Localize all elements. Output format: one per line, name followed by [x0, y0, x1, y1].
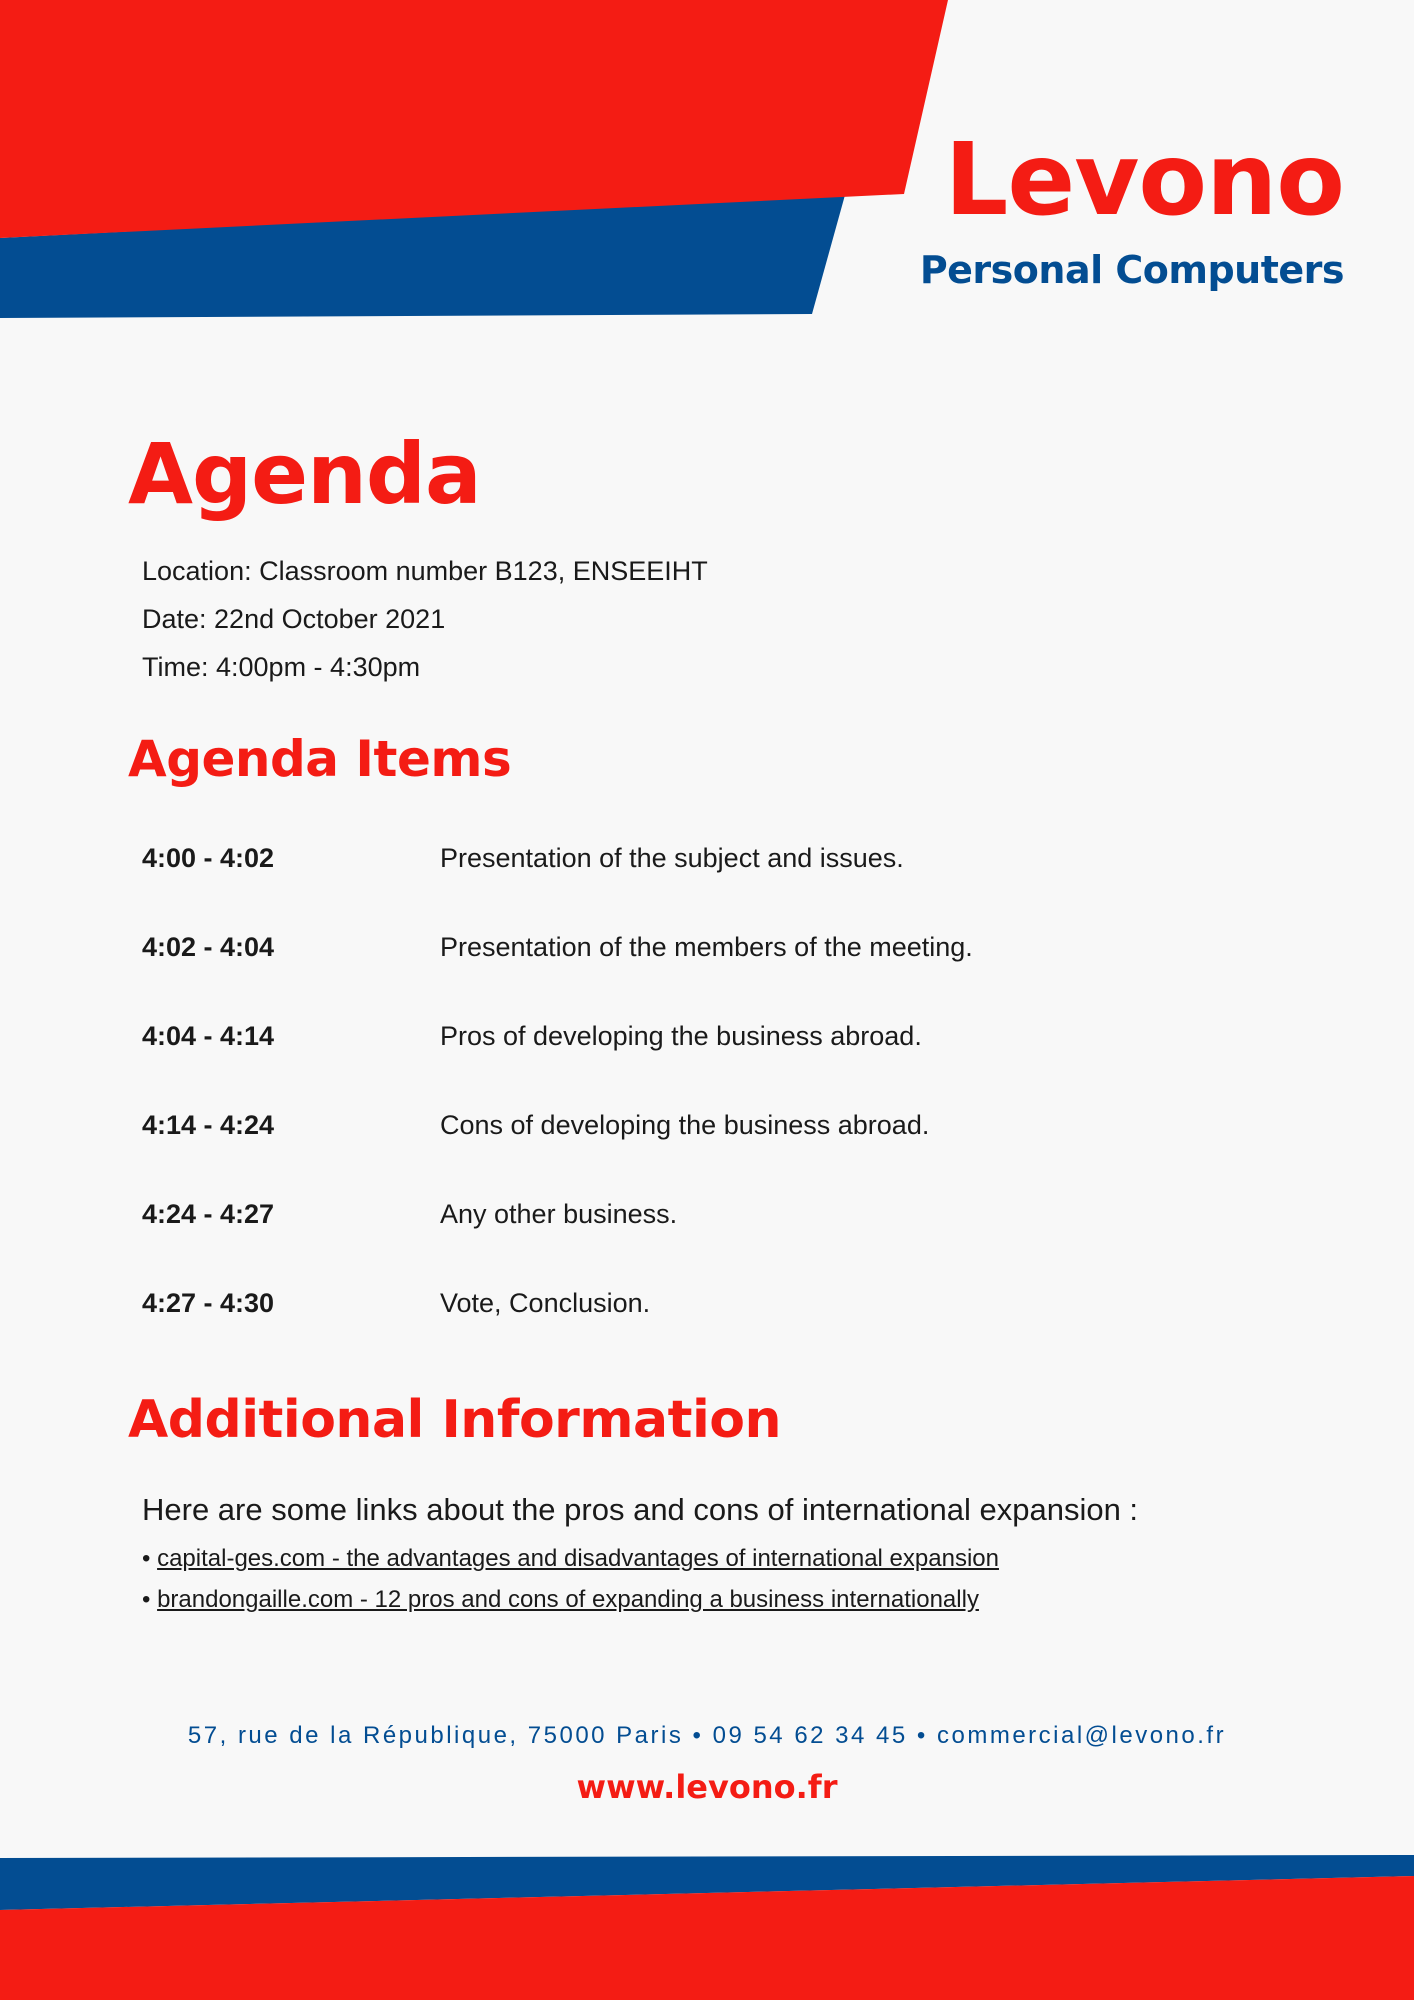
bullet: •: [142, 1545, 158, 1572]
agenda-item-time: 4:00 - 4:02: [142, 843, 275, 873]
reference-links: [142, 1542, 999, 1624]
agenda-item: [142, 838, 1242, 927]
agenda-item-description: Any other business.: [440, 1199, 678, 1229]
footer-website: www.levono.fr: [576, 1768, 838, 1806]
meeting-time: Time: 4:00pm - 4:30pm: [142, 652, 421, 682]
agenda-item-time: 4:27 - 4:30: [142, 1288, 275, 1318]
agenda-item-time: 4:14 - 4:24: [142, 1110, 275, 1140]
agenda-items-heading: Agenda Items: [128, 730, 512, 788]
additional-info-heading: Additional Information: [128, 1390, 782, 1450]
bullet: •: [142, 1586, 158, 1613]
brand-block: [919, 121, 1344, 292]
agenda-item-description: Pros of developing the business abroad.: [440, 1021, 922, 1051]
meeting-location: Location: Classroom number B123, ENSEEIHT: [142, 556, 708, 586]
agenda-items-list: [142, 838, 1242, 1372]
link-brandongaille[interactable]: brandongaille.com - 12 pros and cons of expanding a business internationally: [157, 1586, 979, 1613]
agenda-item: [142, 1105, 1242, 1194]
agenda-item: [142, 1016, 1242, 1105]
agenda-item-description: Cons of developing the business abroad.: [440, 1110, 930, 1140]
agenda-item-description: Vote, Conclusion.: [440, 1288, 651, 1318]
link-capital-ges[interactable]: capital-ges.com - the advantages and disadvantages of international expansion: [157, 1545, 999, 1572]
agenda-item-description: Presentation of the members of the meeting.: [440, 932, 973, 962]
list-item: [142, 1542, 999, 1583]
additional-info-intro: Here are some links about the pros and cons of international expansion :: [142, 1492, 1139, 1527]
agenda-item: [142, 1194, 1242, 1283]
agenda-item-time: 4:24 - 4:27: [142, 1199, 275, 1229]
agenda-item: [142, 1283, 1242, 1372]
agenda-item-description: Presentation of the subject and issues.: [440, 843, 904, 873]
meeting-date: Date: 22nd October 2021: [142, 604, 446, 634]
agenda-item-time: 4:02 - 4:04: [142, 932, 275, 962]
brand-subtitle: Personal Computers: [919, 248, 1344, 292]
agenda-item: [142, 927, 1242, 1016]
brand-logo-name: Levono: [944, 121, 1344, 238]
page-title: Agenda: [128, 425, 481, 523]
agenda-item-time: 4:04 - 4:14: [142, 1021, 275, 1051]
footer-contact: 57, rue de la République, 75000 Paris • 09 54 62 34 45 • commercial@levono.fr: [187, 1722, 1227, 1749]
list-item: [142, 1583, 999, 1624]
meeting-details: [142, 553, 708, 697]
